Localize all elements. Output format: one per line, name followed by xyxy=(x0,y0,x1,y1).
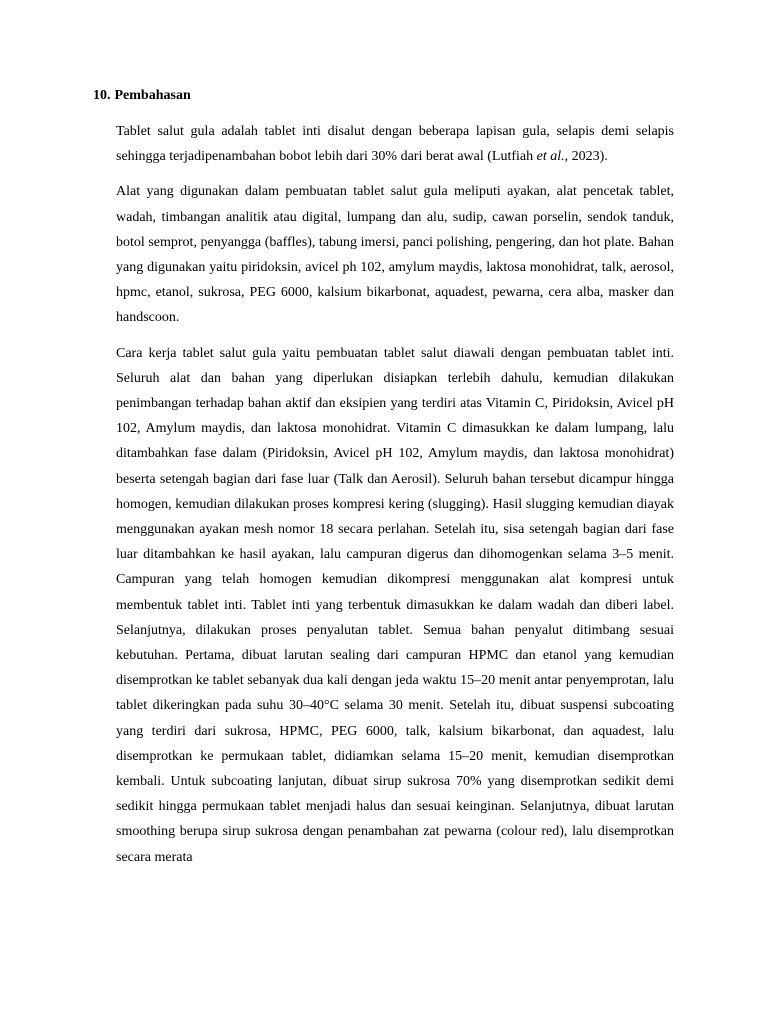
paragraph-definition xyxy=(116,119,674,169)
section-title: Pembahasan xyxy=(114,88,191,103)
citation-et-al: et al. xyxy=(536,149,565,165)
section-heading xyxy=(93,87,191,105)
paragraph-procedure: Cara kerja tablet salut gula yaitu pembuatan tablet salut diawali dengan pembuatan tablet inti. Seluruh alat dan bahan yang diperlukan disiapkan terlebih dahulu, kemudian dilakukan penimbangan terhadap bahan aktif dan eksipien yang terdiri atas Vitamin C, Piridoksin, Avicel pH 102, Amylum maydis, dan laktosa monohidrat. Vitamin C dimasukkan ke dalam lumpang, lalu ditambahkan fase dalam (Piridoksin, Avicel pH 102, Amylum maydis, dan laktosa monohidrat) beserta setengah bagian dari fase luar (Talk dan Aerosil). Seluruh bahan tersebut dicampur hingga homogen, kemudian dilakukan proses kompresi kering (slugging). Hasil slugging kemudian diayak menggunakan ayakan mesh nomor 18 secara perlahan. Setelah itu, sisa setengah bagian dari fase luar ditambahkan ke hasil ayakan, lalu campuran digerus dan dihomogenkan selama 3–5 menit. Campuran yang telah homogen kemudian dikompresi menggunakan alat kompresi untuk membentuk tablet inti. Tablet inti yang terbentuk dimasukkan ke dalam wadah dan diberi label. Selanjutnya, dilakukan proses penyalutan tablet. Semua bahan penyalut ditimbang sesuai kebutuhan. Pertama, dibuat larutan sealing dari campuran HPMC dan etanol yang kemudian disemprotkan ke tablet sebanyak dua kali dengan jeda waktu 15–20 menit antar penyemprotan, lalu tablet dikeringkan pada suhu 30–40°C selama 30 menit. Setelah itu, dibuat suspensi subcoating yang terdiri dari sukrosa, HPMC, PEG 6000, talk, kalsium bikarbonat, dan aquadest, lalu disemprotkan ke permukaan tablet, didiamkan selama 15–20 menit, kemudian disemprotkan kembali. Untuk subcoating lanjutan, dibuat sirup sukrosa 70% yang disemprotkan sedikit demi sedikit hingga permukaan tablet menjadi halus dan sesuai keinginan. Selanjutnya, dibuat larutan smoothing berupa sirup sukrosa dengan penambahan zat pewarna (colour red), lalu disemprotkan secara merata xyxy=(116,345,674,865)
paragraph-definition-text: Tablet salut gula adalah tablet inti disalut dengan beberapa lapisan gula, selapis demi selapis sehingga terjadipenambahan bobot lebih dari 30% dari berat awal (Lutfiah xyxy=(116,124,674,165)
paragraph-tools-materials: Alat yang digunakan dalam pembuatan tablet salut gula meliputi ayakan, alat pencetak tablet, wadah, timbangan analitik atau digital, lumpang dan alu, sudip, cawan porselin, sendok tanduk, botol semprot, penyangga (baffles), tabung imersi, panci polishing, pengering, dan hot plate. Bahan yang digunakan yaitu piridoksin, avicel ph 102, amylum maydis, laktosa monohidrat, talk, aerosol, hpmc, etanol, sukrosa, PEG 6000, kalsium bikarbonat, aquadest, pewarna, cera alba, masker dan handscoon. xyxy=(116,184,674,326)
section-body xyxy=(116,119,674,880)
paragraph-definition-citation-year: , 2023). xyxy=(564,149,608,165)
section-number: 10. xyxy=(93,88,111,103)
